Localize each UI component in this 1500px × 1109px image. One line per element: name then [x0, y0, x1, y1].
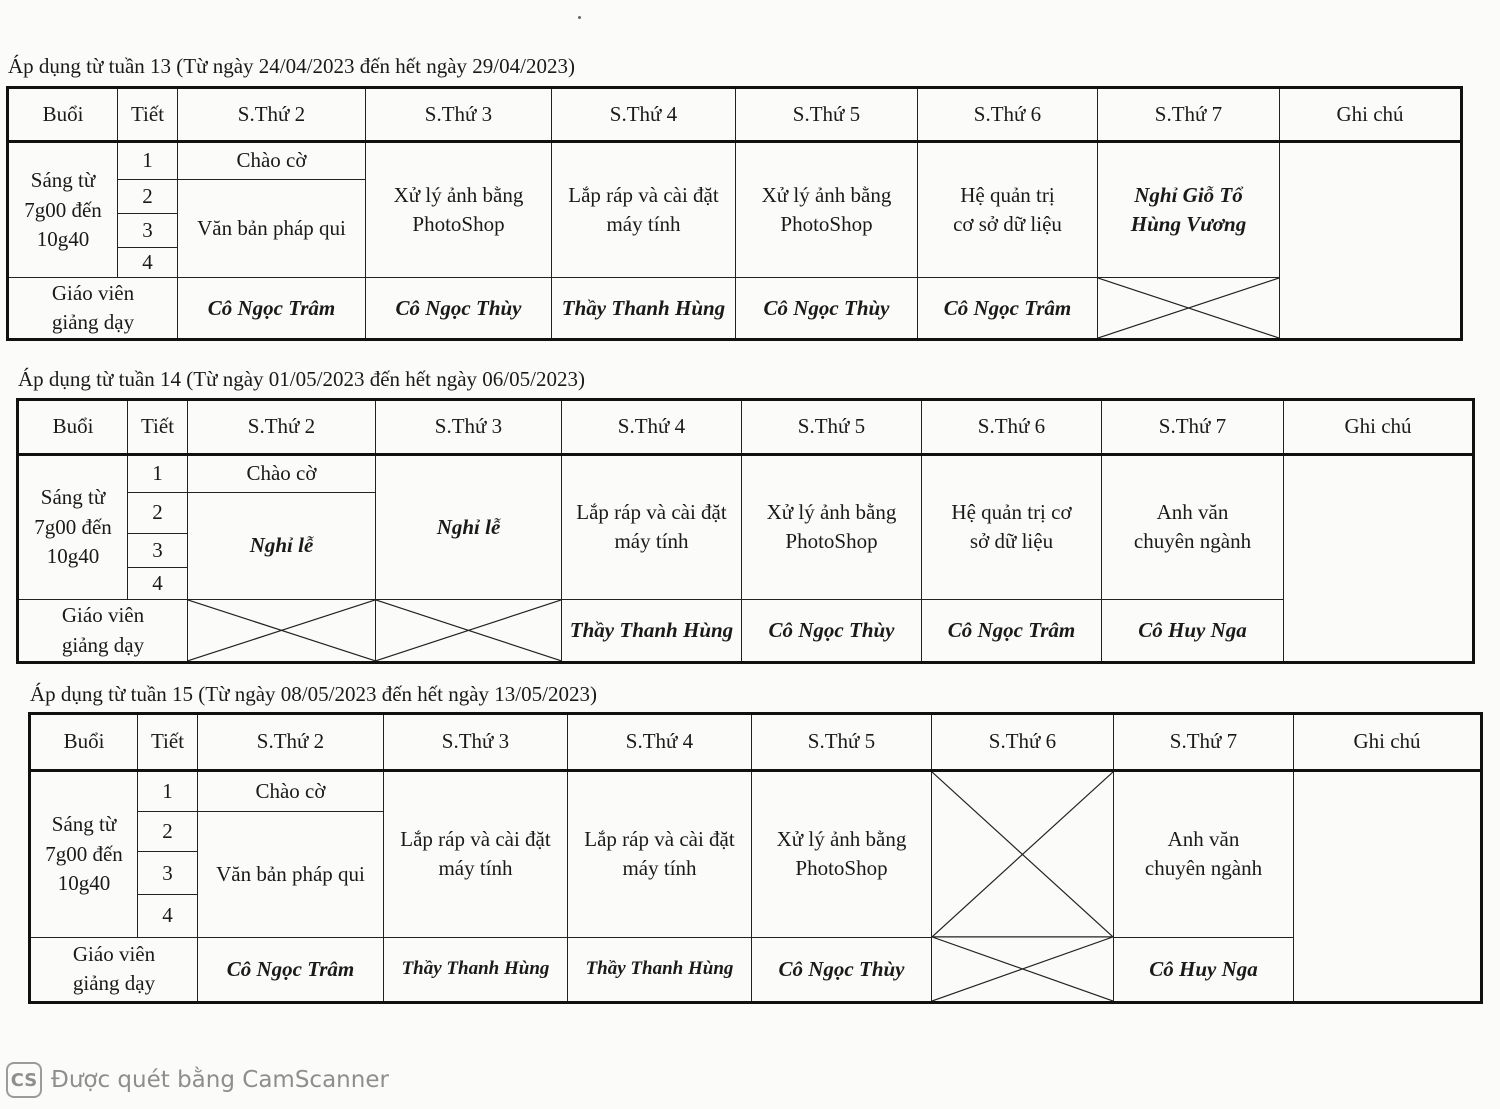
teacher-mon: Cô Ngọc Trâm	[198, 937, 384, 1002]
header-thu: S.Thứ 5	[752, 714, 932, 771]
header-tue: S.Thứ 3	[366, 88, 552, 142]
header-fri: S.Thứ 6	[932, 714, 1114, 771]
mon-period-1: Chào cờ	[198, 770, 384, 811]
period-1: 1	[128, 454, 188, 492]
period-2: 2	[128, 493, 188, 533]
teacher-thu: Cô Ngọc Thùy	[742, 600, 922, 663]
week-14-title: Áp dụng từ tuần 14 (Từ ngày 01/05/2023 đến hết ngày 06/05/2023)	[18, 367, 585, 391]
teacher-tue: Thầy Thanh Hùng	[384, 937, 568, 1002]
header-notes: Ghi chú	[1280, 88, 1462, 142]
period-4: 4	[138, 895, 198, 938]
header-tiet: Tiết	[128, 400, 188, 455]
teacher-sat-crossed	[1098, 278, 1280, 340]
week-13-table	[6, 86, 1463, 341]
notes-cell	[1294, 770, 1482, 1002]
teacher-tue-crossed	[376, 600, 562, 663]
teacher-thu: Cô Ngọc Thùy	[736, 278, 918, 340]
camscanner-watermark	[6, 1062, 389, 1098]
teacher-wed: Thầy Thanh Hùng	[568, 937, 752, 1002]
session-label: Sáng từ 7g00 đến 10g40	[8, 142, 118, 278]
mon-periods-2-4: Văn bản pháp qui	[178, 180, 366, 278]
header-mon: S.Thứ 2	[198, 714, 384, 771]
notes-cell	[1280, 142, 1462, 340]
teacher-label: Giáo viên giảng dạy	[8, 278, 178, 340]
cross-out-mark	[376, 600, 561, 661]
teacher-label: Giáo viên giảng dạy	[18, 600, 188, 663]
header-mon: S.Thứ 2	[188, 400, 376, 455]
period-2: 2	[118, 180, 178, 214]
teacher-sat: Cô Huy Nga	[1102, 600, 1284, 663]
cross-out-mark	[932, 772, 1113, 1001]
fri-subject: Hệ quản trị cơ sở dữ liệu	[922, 454, 1102, 600]
teacher-label: Giáo viên giảng dạy	[30, 937, 198, 1002]
header-sat: S.Thứ 7	[1098, 88, 1280, 142]
teacher-sat: Cô Huy Nga	[1114, 937, 1294, 1002]
header-buoi: Buổi	[30, 714, 138, 771]
header-wed: S.Thứ 4	[568, 714, 752, 771]
period-1: 1	[118, 142, 178, 180]
week-14-table	[16, 398, 1475, 664]
period-3: 3	[118, 214, 178, 248]
period-1: 1	[138, 770, 198, 811]
fri-subject: Hệ quản trị cơ sở dữ liệu	[918, 142, 1098, 278]
header-tiet: Tiết	[118, 88, 178, 142]
wed-subject: Lắp ráp và cài đặt máy tính	[552, 142, 736, 278]
mon-periods-2-4: Nghỉ lễ	[188, 493, 376, 600]
scan-speck	[578, 16, 581, 19]
session-label: Sáng từ 7g00 đến 10g40	[30, 770, 138, 937]
teacher-tue: Cô Ngọc Thùy	[366, 278, 552, 340]
header-sat: S.Thứ 7	[1114, 714, 1294, 771]
tue-subject: Nghỉ lễ	[376, 454, 562, 600]
period-4: 4	[118, 248, 178, 278]
session-label: Sáng từ 7g00 đến 10g40	[18, 454, 128, 600]
camscanner-text: Được quét bằng CamScanner	[51, 1067, 389, 1093]
week-15-table	[28, 712, 1483, 1004]
header-tue: S.Thứ 3	[384, 714, 568, 771]
week-15-title: Áp dụng từ tuần 15 (Từ ngày 08/05/2023 đến hết ngày 13/05/2023)	[30, 682, 597, 706]
header-tue: S.Thứ 3	[376, 400, 562, 455]
fri-crossed	[932, 770, 1114, 1002]
notes-cell	[1284, 454, 1474, 662]
header-buoi: Buổi	[18, 400, 128, 455]
header-tiet: Tiết	[138, 714, 198, 771]
teacher-fri: Cô Ngọc Trâm	[922, 600, 1102, 663]
wed-subject: Lắp ráp và cài đặt máy tính	[562, 454, 742, 600]
tue-subject: Lắp ráp và cài đặt máy tính	[384, 770, 568, 937]
sat-subject: Anh văn chuyên ngành	[1102, 454, 1284, 600]
thu-subject: Xử lý ảnh bằng PhotoShop	[736, 142, 918, 278]
sat-subject: Nghỉ Giỗ Tổ Hùng Vương	[1098, 142, 1280, 278]
thu-subject: Xử lý ảnh bằng PhotoShop	[752, 770, 932, 937]
header-notes: Ghi chú	[1294, 714, 1482, 771]
header-thu: S.Thứ 5	[736, 88, 918, 142]
teacher-mon-crossed	[188, 600, 376, 663]
header-fri: S.Thứ 6	[918, 88, 1098, 142]
header-wed: S.Thứ 4	[562, 400, 742, 455]
header-wed: S.Thứ 4	[552, 88, 736, 142]
wed-subject: Lắp ráp và cài đặt máy tính	[568, 770, 752, 937]
header-mon: S.Thứ 2	[178, 88, 366, 142]
teacher-fri: Cô Ngọc Trâm	[918, 278, 1098, 340]
mon-period-1: Chào cờ	[178, 142, 366, 180]
header-notes: Ghi chú	[1284, 400, 1474, 455]
cross-out-mark	[1098, 278, 1279, 338]
teacher-wed: Thầy Thanh Hùng	[562, 600, 742, 663]
header-thu: S.Thứ 5	[742, 400, 922, 455]
mon-periods-2-4: Văn bản pháp qui	[198, 811, 384, 937]
period-4: 4	[128, 567, 188, 599]
header-buoi: Buổi	[8, 88, 118, 142]
period-3: 3	[128, 533, 188, 567]
teacher-wed: Thầy Thanh Hùng	[552, 278, 736, 340]
thu-subject: Xử lý ảnh bằng PhotoShop	[742, 454, 922, 600]
camscanner-logo-icon: CS	[6, 1062, 42, 1098]
sat-subject: Anh văn chuyên ngành	[1114, 770, 1294, 937]
week-13-title: Áp dụng từ tuần 13 (Từ ngày 24/04/2023 đến hết ngày 29/04/2023)	[8, 54, 575, 78]
tue-subject: Xử lý ảnh bằng PhotoShop	[366, 142, 552, 278]
header-sat: S.Thứ 7	[1102, 400, 1284, 455]
teacher-mon: Cô Ngọc Trâm	[178, 278, 366, 340]
header-fri: S.Thứ 6	[922, 400, 1102, 455]
cross-out-mark	[188, 600, 375, 661]
period-2: 2	[138, 811, 198, 852]
mon-period-1: Chào cờ	[188, 454, 376, 492]
period-3: 3	[138, 852, 198, 895]
teacher-thu: Cô Ngọc Thùy	[752, 937, 932, 1002]
